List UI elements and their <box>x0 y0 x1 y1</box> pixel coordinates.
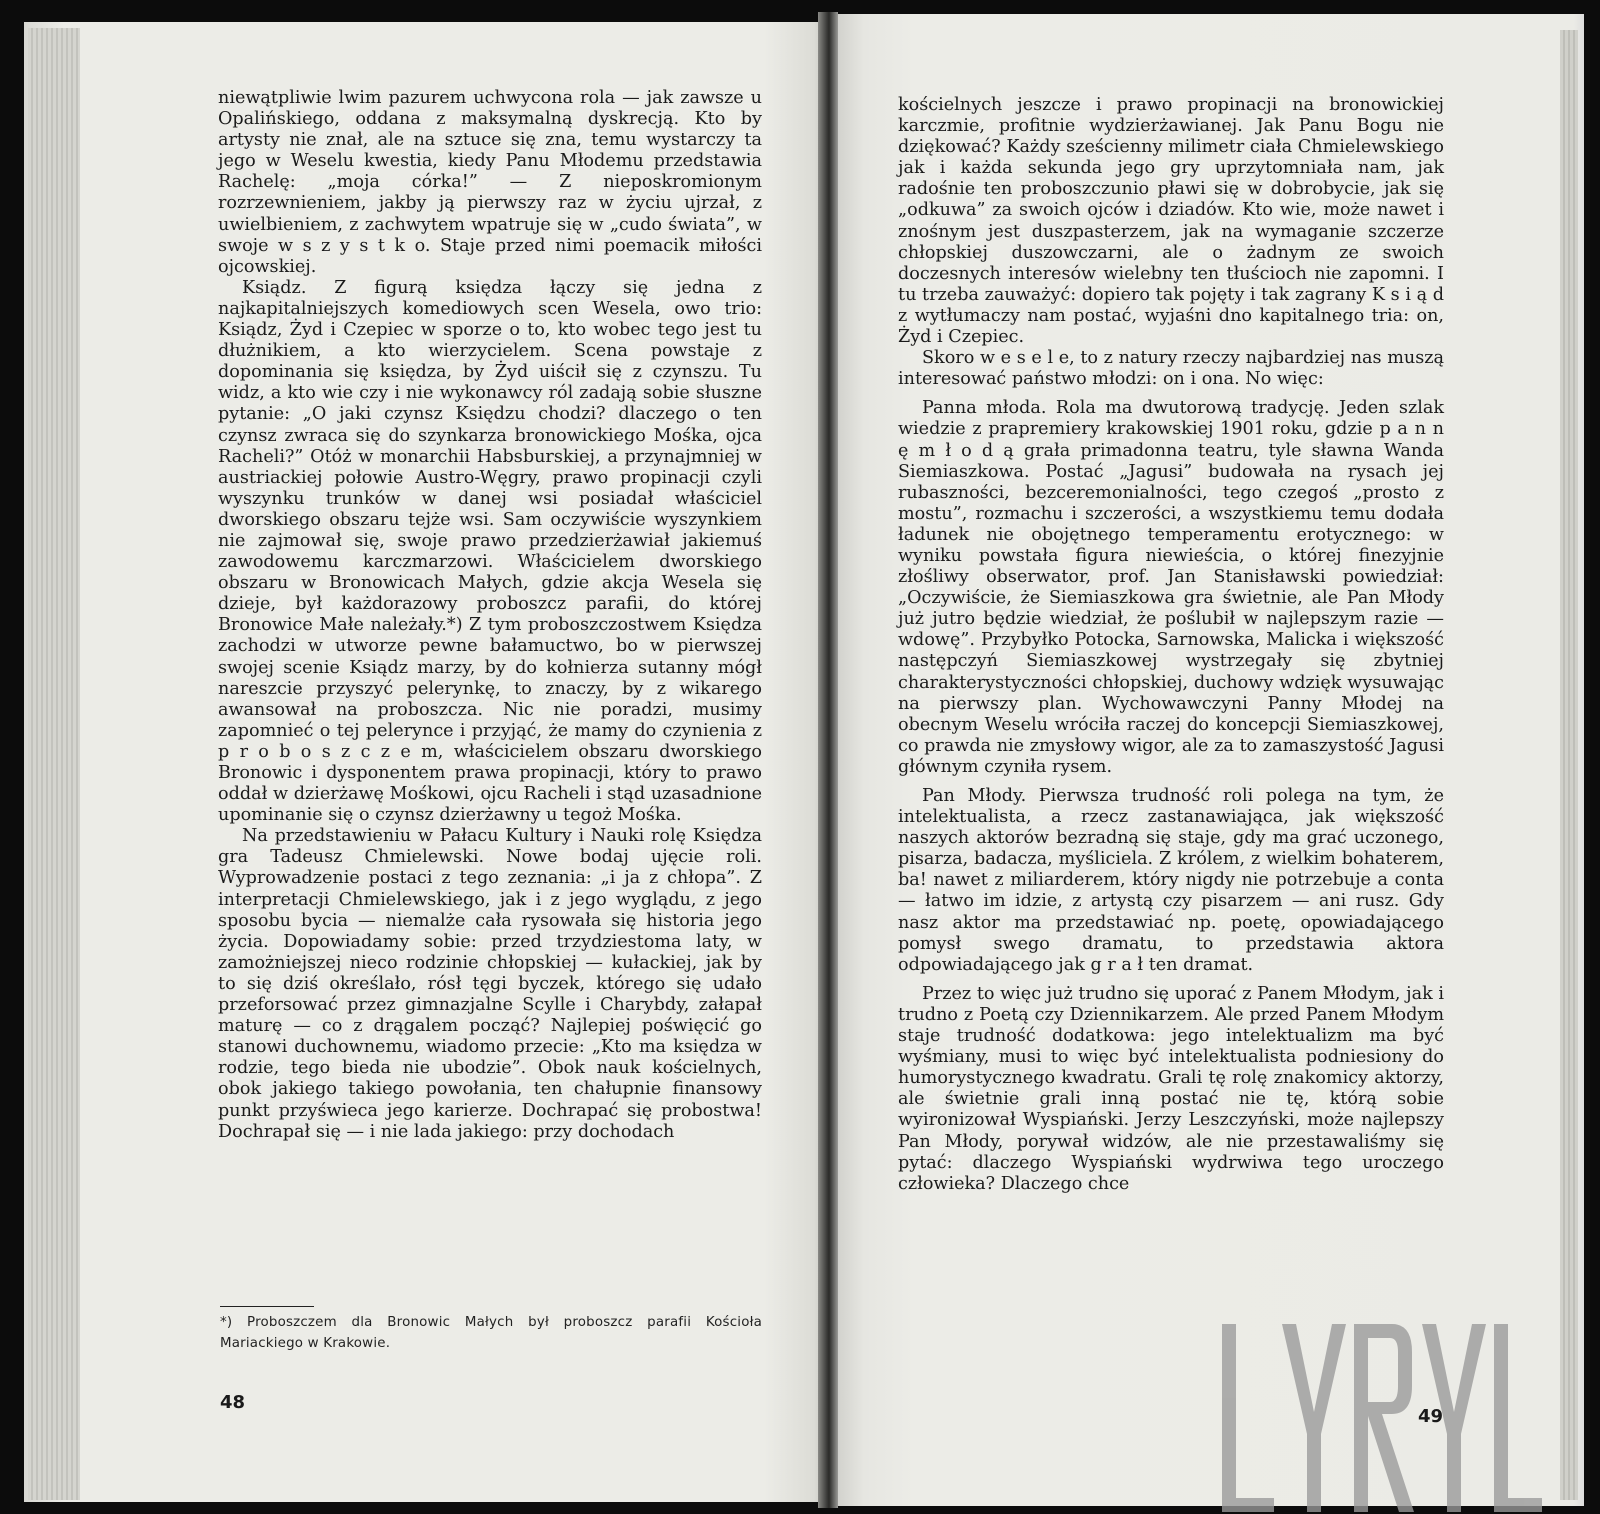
paragraph: Panna młoda. Rola ma dwutorową tradycję. Jeden szlak wiedzie z prapremiery krakowskiej 1901 roku, gdzie p a n n ę m ł o d ą grała primadonna teatru, tyle sławna Wanda Siemiaszkowa. Postać „Jagusi” budowała na rysach jej rubaszności, bezceremonialności, tego czegoś „prosto z mostu”, rozmachu i szczerości, a wszystkiemu temu dodała ładunek nie obojętnego temperamentu erotycznego: w wyniku powstała figura niewieścia, o której finezyjnie złośliwy obserwator, prof. Jan Stanisławski powiedział: „Oczywiście, że Siemiaszkowa gra świetnie, ale Pan Młody już jutro będzie wiedział, że poślubił w najlepszym razie — wdowę”. Przybyłko Potocka, Sarnowska, Malicka i większość następczyń Siemiaszkowej wystrzegały się zbytniej charakterystyczności chłopskiej, duchowy wdzięk wysuwając na pierwszy plan. Wychowawczyni Panny Młodej na obecnym Weselu wróciła raczej do koncepcji Siemiaszkowej, co prawda nie zmysłowy wigor, ale za to zamaszystość Jagusi głównym czyniła rysem. <box>898 398 1444 777</box>
footnote: *) Proboszczem dla Bronowic Małych był proboszcz parafii Kościoła Mariackiego w Krakowie. <box>220 1315 762 1351</box>
paragraph: niewątpliwie lwim pazurem uchwycona rola — jak zawsze u Opalińskiego, oddana z maksymalną dyskrecją. Kto by artysty nie znał, ale na sztuce się zna, temu wystarczy ta jego w Weselu kwestia, kiedy Panu Młodemu przedstawia Rachelę: „moja córka!” — Z nieposkromionym rozrzewnieniem, jakby ją pierwszy raz w życiu ujrzał, z uwielbieniem, z zachwytem wpatruje się w „cudo świata”, w swoje w s z y s t k o. Staje przed nimi poemacik miłości ojcowskiej. <box>218 88 762 277</box>
paragraph: kościelnych jeszcze i prawo propinacji na bronowickiej karczmie, profitnie wydzierżawianej. Jak Panu Bogu nie dziękować? Każdy sześcienny milimetr ciała Chmielewskiego jak i każda sekunda jego gry uprzytomniała nam, jak radośnie ten proboszczunio pławi się w dobrobycie, jak się „odkuwa” za swoich ojców i dziadów. Kto wie, może nawet i znośnym jest duszpasterzem, jak na wymaganie szczerze chłopskiej duszowczarni, ale o żadnym ze swoich doczesnych interesów wielebny ten tłuścioch nie zapomni. I tu trzeba zauważyć: dopiero tak pojęty i tak zagrany K s i ą d z wytłumaczy nam postać, wyjaśni dno kapitalnego tria: on, Żyd i Czepiec. <box>898 95 1444 348</box>
right-page-text <box>898 95 1444 1195</box>
page-number-right: 49 <box>1418 1406 1444 1427</box>
lyryl-watermark <box>1222 1324 1542 1512</box>
footnote-rule <box>220 1306 314 1307</box>
left-page-text <box>218 88 762 1143</box>
paragraph: Pan Młody. Pierwsza trudność roli polega na tym, że intelektualista, a rzecz zastanawiająca, jak większość naszych aktorów bezradną się staje, gdy ma grać uczonego, pisarza, badacza, myśliciela. Z królem, z wielkim bohaterem, ba! nawet z miliarderem, który nigdy nie potrzebuje a conta — łatwo im idzie, z artystą czy pisarzem — ani rusz. Gdy nasz aktor ma przedstawiać np. poetę, opowiadającego pomysł swego dramatu, to przedstawia aktora odpowiadającego jak g r a ł ten dramat. <box>898 786 1444 975</box>
left-page-edges <box>28 28 80 1500</box>
page-number-left: 48 <box>220 1392 246 1413</box>
paragraph: Na przedstawieniu w Pałacu Kultury i Nauki rolę Księdza gra Tadeusz Chmielewski. Nowe bodaj ujęcie roli. Wyprowadzenie postaci z tego zeznania: „i ja z chłopa”. Z interpretacji Chmielewskiego, jak i z jego wyglądu, z jego sposobu bycia — niemalże cała rysowała się historia jego życia. Dopowiadamy sobie: przed trzydziestoma laty, w zamożniejszej nieco rodzinie chłopskiej — kułackiej, jak by to się dziś określało, rósł tęgi byczek, którego się udało przeforsować przez gimnazjalne Scylle i Charybdy, załapał maturę — co z drągalem począć? Najlepiej poświęcić go stanowi duchownemu, wiadomo przecie: „Kto ma księdza w rodzie, tego bieda nie ubodzie”. Obok nauk kościelnych, obok jakiego takiego powołania, ten chałupnie finansowy punkt przyświeca jego karierze. Dochrapać się probostwa! Dochrapał się — i nie lada jakiego: przy dochodach <box>218 826 762 1142</box>
book-gutter <box>818 12 838 1508</box>
paragraph: Ksiądz. Z figurą księdza łączy się jedna z najkapitalniejszych komediowych scen Wesela, owo trio: Ksiądz, Żyd i Czepiec w sporze o to, kto wobec tego jest tu dłużnikiem, a kto wierzycielem. Scena powstaje z dopominania się księdza, by Żyd uiścił się z czynszu. Tu widz, a kto wie czy i nie wykonawcy ról zadają sobie słuszne pytanie: „O jaki czynsz Księdzu chodzi? dlaczego o ten czynsz zwraca się do szynkarza bronowickiego Mośka, ojca Racheli?” Otóż w monarchii Habsburskiej, a przynajmniej w austriackiej połowie Austro-Węgry, prawo propinacji czyli wyszynku trunków w danej wsi posiadał właściciel dworskiego obszaru tejże wsi. Sam oczywiście wyszynkiem nie zajmował się, swoje prawo przedzierżawiał jakiemuś zawodowemu karczmarzowi. Właścicielem dworskiego obszaru w Bronowicach Małych, gdzie akcja Wesela się dzieje, był każdorazowy proboszcz parafii, do której Bronowice Małe należały.*) Z tym proboszczostwem Księdza zachodzi w utworze pewne bałamuctwo, bo w pierwszej swojej scenie Ksiądz marzy, by do kołnierza sutanny mógł nareszcie przyszyć pelerynkę, to znaczy, by z wikarego awansował na proboszcza. Nic nie poradzi, musimy zapomnieć o tej pelerynce i przyjąć, że mamy do czynienia z p r o b o s z c z e m, właścicielem obszaru dworskiego Bronowic i dysponentem prawa propinacji, który to prawo oddał w dzierżawę Mośkowi, ojcu Racheli i stąd uzasadnione upominanie się o czynsz dzierżawny u tegoż Mośka. <box>218 277 762 826</box>
paragraph: Przez to więc już trudno się uporać z Panem Młodym, jak i trudno z Poetą czy Dziennikarzem. Ale przed Panem Młodym staje trudność dodatkowa: jego intelektualizm ma być wyśmiany, musi to więc być intelektualista podniesiony do humorystycznego kwadratu. Grali tę rolę znakomicy aktorzy, ale świetnie grali inną postać nie tę, którą sobie wyironizował Wyspiański. Jerzy Leszczyński, może najlepszy Pan Młody, porywał widzów, ale nie przestawaliśmy się pytać: dlaczego Wyspiański wydrwiwa tego uroczego człowieka? Dlaczego chce <box>898 983 1444 1194</box>
right-page-edges <box>1560 30 1578 1500</box>
paragraph: Skoro w e s e l e, to z natury rzeczy najbardziej nas muszą interesować państwo młodzi: on i ona. No więc: <box>898 348 1444 390</box>
